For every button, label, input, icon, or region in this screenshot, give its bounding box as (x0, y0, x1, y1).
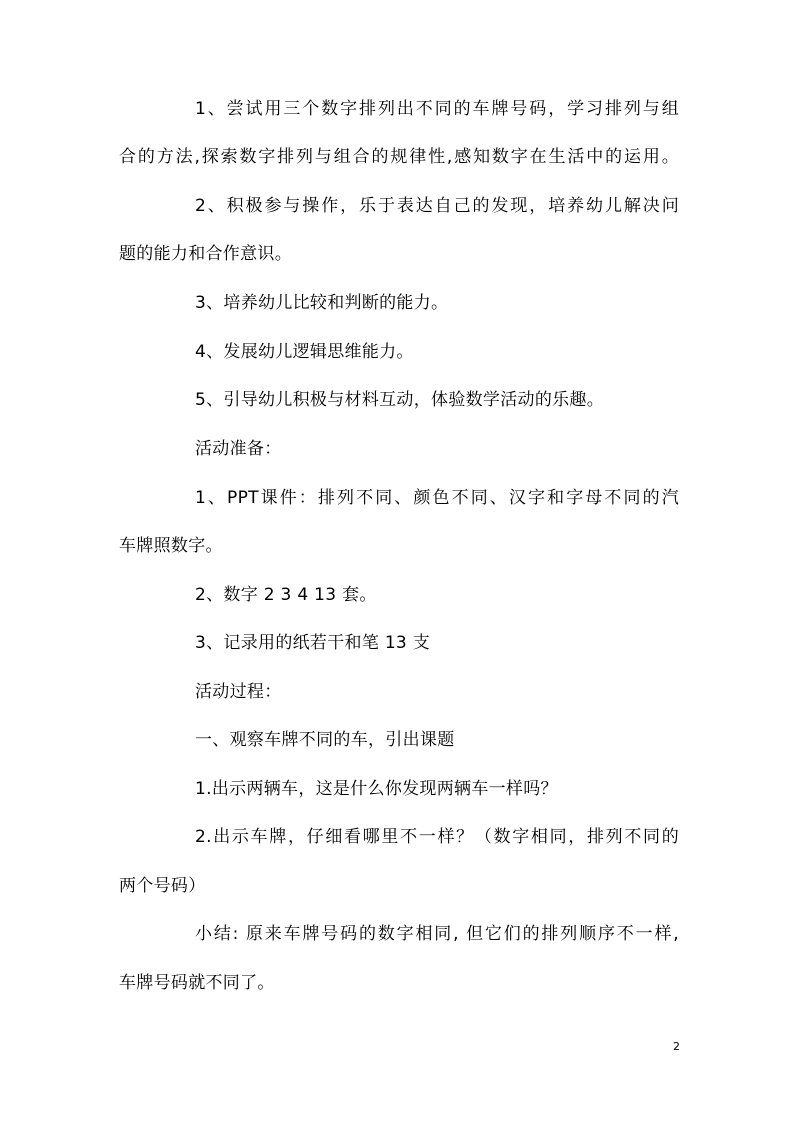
section-heading-preparation: 活动准备： (195, 439, 282, 459)
objective-3: 3、培养幼儿比较和判断的能力。 (195, 293, 449, 313)
page-number: 2 (673, 1040, 680, 1053)
objective-1-line-2: 合的方法,探索数字排列与组合的规律性,感知数字在生活中的运用。 (119, 147, 679, 167)
objective-2-line-1: 2、积极参与操作，乐于表达自己的发现，培养幼儿解决问 (195, 196, 679, 216)
objective-4: 4、发展幼儿逻辑思维能力。 (195, 342, 414, 362)
summary-line-1: 小结: 原来车牌号码的数字相同, 但它们的排列顺序不一样, (195, 924, 679, 944)
preparation-1-line-2: 车牌照数字。 (119, 536, 223, 556)
objective-2-line-2: 题的能力和合作意识。 (119, 244, 292, 264)
process-step-1: 1.出示两辆车，这是什么你发现两辆车一样吗？ (195, 779, 558, 799)
process-step-2-line-2: 两个号码） (119, 876, 206, 896)
objective-5: 5、引导幼儿积极与材料互动，体验数学活动的乐趣。 (195, 390, 605, 410)
process-part-1-title: 一、观察车牌不同的车，引出课题 (195, 730, 455, 750)
summary-line-2: 车牌号码就不同了。 (119, 973, 275, 993)
objective-1-line-1: 1、尝试用三个数字排列出不同的车牌号码，学习排列与组 (195, 99, 679, 119)
preparation-3: 3、记录用的纸若干和笔 13 支 (195, 633, 431, 653)
preparation-1-line-1: 1、PPT课件：排列不同、颜色不同、汉字和字母不同的汽 (195, 488, 679, 508)
preparation-2: 2、数字 2 3 4 13 套。 (195, 585, 377, 605)
section-heading-process: 活动过程： (195, 682, 282, 702)
process-step-2-line-1: 2.出示车牌，仔细看哪里不一样？（数字相同，排列不同的 (195, 827, 679, 847)
